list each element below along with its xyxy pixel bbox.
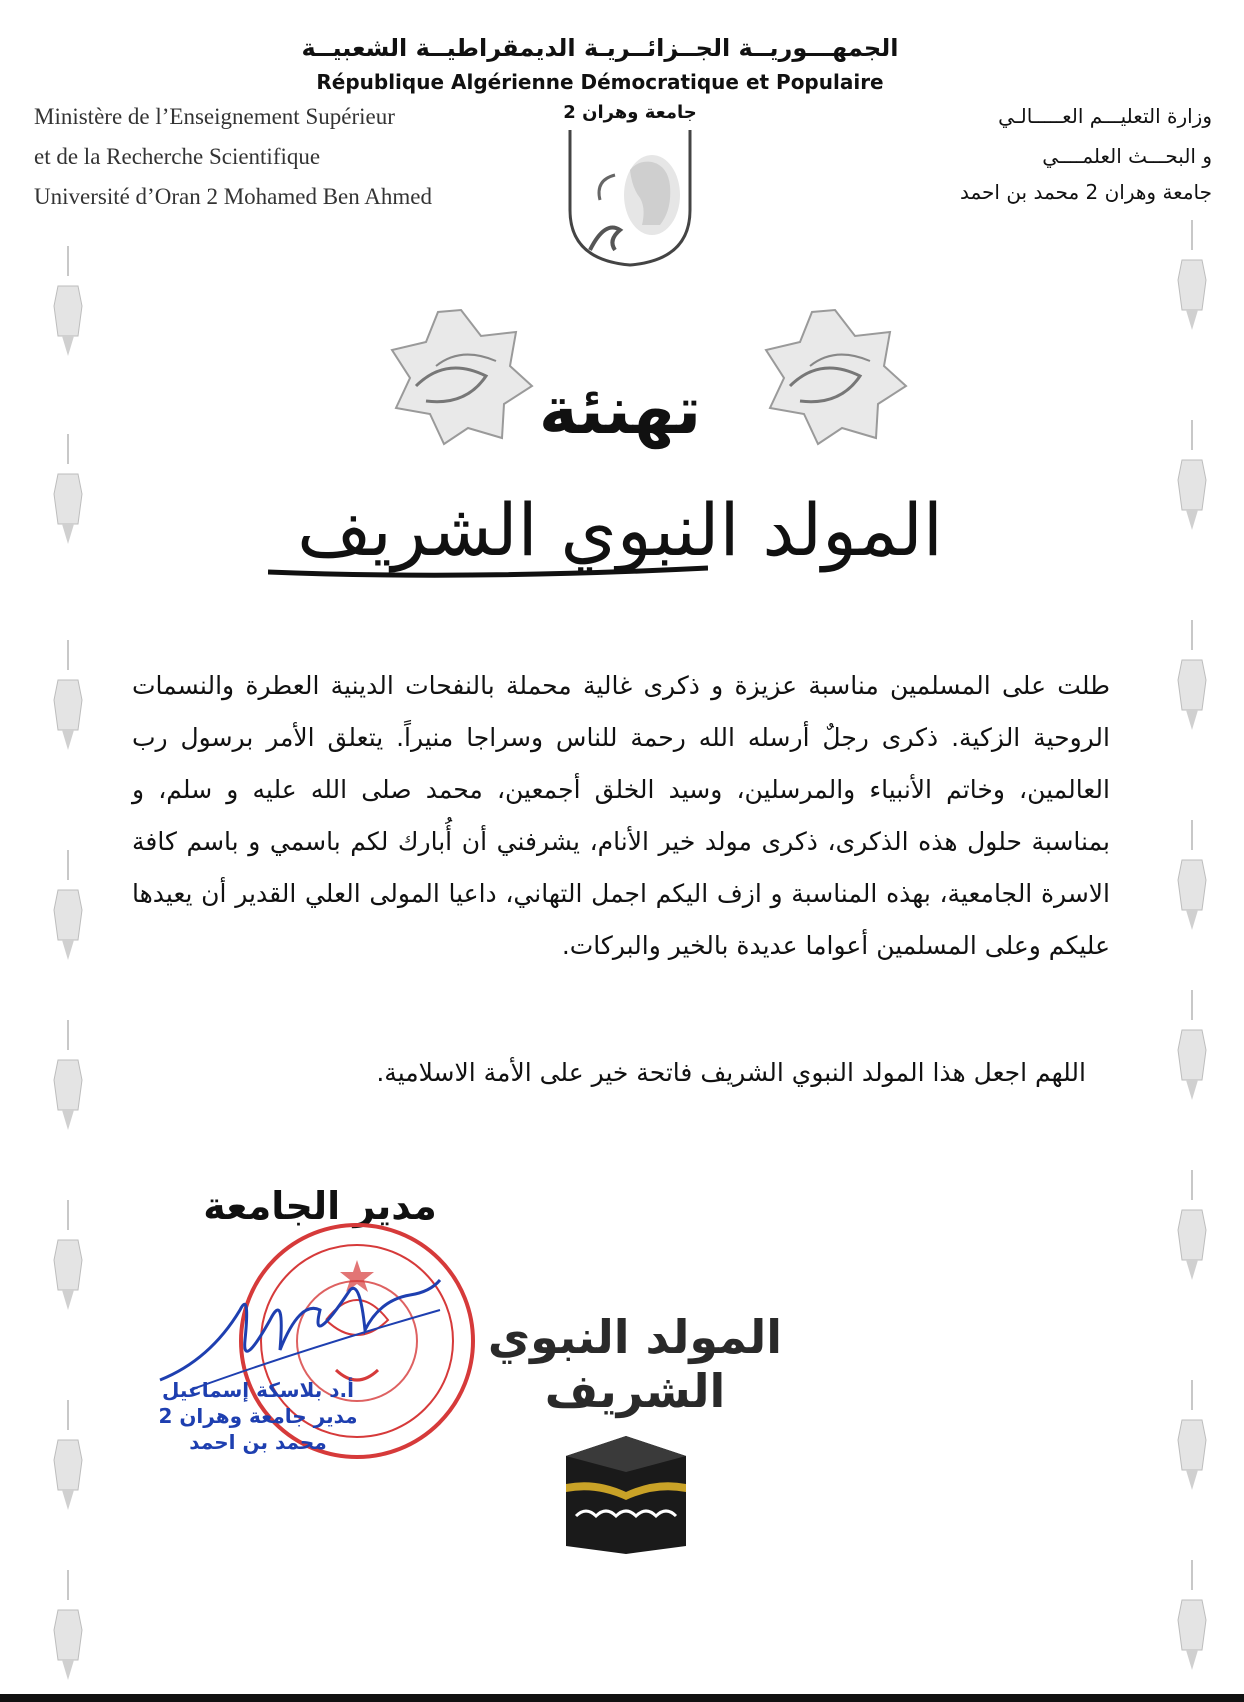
calligraphy-flourish-icon [268,562,708,580]
mawlid-title: المولد النبوي الشريف [297,488,943,572]
lantern-icon [1172,1560,1212,1680]
mawlid-calligraphy: المولد النبوي الشريف [487,1310,783,1418]
university-ar-line: جامعة وهران 2 محمد بن احمد [959,180,1212,204]
prayer-line: اللهم اجعل هذا المولد النبوي الشريف فاتحة خير على الأمة الاسلامية. [376,1058,1086,1087]
signatory-university: محمد بن احمد [189,1430,327,1454]
republic-french: République Algérienne Démocratique et Populaire [316,70,884,94]
greeting-title: تهنئة [538,372,702,449]
signatory-position: مدير جامعة وهران 2 [158,1404,358,1428]
university-logo-name: جامعة وهران 2 [563,102,697,123]
lantern-icon [1172,220,1212,340]
republic-arabic: الجمهـــوريــة الجــزائــريـة الديمقراطيــة الشعبيــة [301,34,899,62]
lantern-icon [1172,620,1212,740]
ministry-ar-line-2: و البحـــث العلمــــي [1042,144,1212,168]
lantern-icon [48,1570,88,1690]
lantern-icon [48,1400,88,1520]
message-paragraph: طلت على المسلمين مناسبة عزيزة و ذكرى غالية محملة بالنفحات الدينية العطرة والنسمات الروحية الزكية. ذكرى رجلٌ أرسله الله رحمة للناس وسراجا منيراً. يتعلق الأمر برسول رب العالمين، وخاتم الأنبياء والمرسلين، وسيد الخلق أجمعين، محمد صلى الله عليه و سلم، و بمناسبة حلول هذه الذكرى، ذكرى مولد خير الأنام، يشرفني أن أُبارك لكم باسمي و باسم كافة الاسرة الجامعية، بهذه المناسبة و ازف اليكم اجمل التهاني، داعيا المولى العلي القدير أن يعيدها عليكم وعلى المسلمين أعواما عديدة بالخير والبركات. [132,671,1110,960]
lantern-icon [48,640,88,760]
ministry-fr-line-2: et de la Recherche Scientifique [34,144,321,169]
lantern-icon [48,850,88,970]
director-title: مدير الجامعة [203,1184,437,1228]
university-logo-icon [560,100,700,270]
lantern-icon [1172,1380,1212,1500]
lantern-icon [48,1020,88,1140]
university-fr-line: Université d’Oran 2 Mohamed Ben Ahmed [34,184,432,209]
lantern-icon [1172,820,1212,940]
lantern-icon [1172,990,1212,1110]
signatory-name: أ.د بلاسكة إسماعيل [162,1378,354,1402]
ministry-fr-line-1: Ministère de l’Enseignement Supérieur [34,104,395,129]
ministry-ar-line-1: وزارة التعليـــم العـــــالـي [998,104,1212,128]
lantern-icon [1172,1170,1212,1290]
lantern-icon [48,434,88,554]
lantern-icon [1172,420,1212,540]
kaaba-icon [556,1426,696,1556]
lantern-icon [48,1200,88,1320]
page-bottom-edge [0,1694,1244,1702]
lantern-icon [48,246,88,366]
